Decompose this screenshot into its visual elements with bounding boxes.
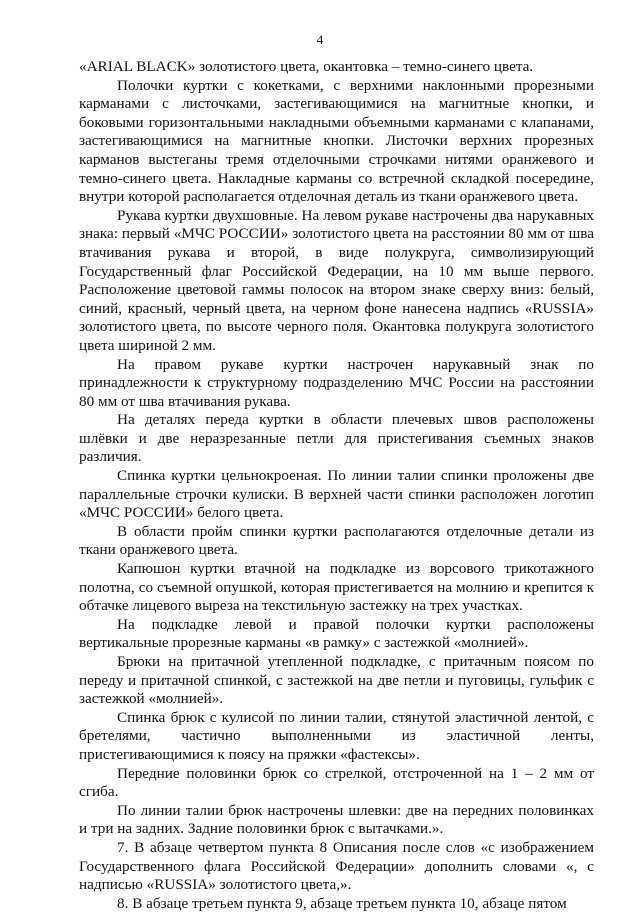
paragraph: «ARIAL BLACK» золотистого цвета, окантовка – темно-синего цвета. xyxy=(79,58,534,75)
paragraph: Спинка брюк с кулисой по линии талии, стянутой эластичной лентой, с бретелями, частично выполненными из эластичной ленты, пристегивающимися к поясу на пряжки «фастексы». xyxy=(79,708,594,763)
paragraph: В области пройм спинки куртки располагаются отделочные детали из ткани оранжевого цвета. xyxy=(79,522,594,559)
paragraph: На правом рукаве куртки настрочен нарукавный знак по принадлежности к структурному подразделению МЧС России на расстоянии 80 мм от шва втачивания рукава. xyxy=(79,355,594,410)
paragraph: Передние половинки брюк со стрелкой, отстроченной на 1 – 2 мм от сгиба. xyxy=(79,764,594,801)
paragraph: Рукава куртки двухшовные. На левом рукаве настрочены два нарукавных знака: первый «МЧС РОССИИ» золотистого цвета на расстоянии 80 мм от шва втачивания рукава и второй, в виде полукруга, символизирующий Государственный флаг Российской Федерации, на 10 мм выше первого. Расположение цветовой гаммы полосок на втором знаке сверху вниз: белый, синий, красный, черный цвета, на черном фоне нанесена надпись «RUSSIA» золотистого цвета, по высоте черного поля. Окантовка полукруга золотистого цвета шириной 2 мм. xyxy=(79,206,594,354)
paragraph: На деталях переда куртки в области плечевых швов расположены шлёвки и две неразрезанные петли для пристегивания съемных знаков различия. xyxy=(79,411,594,466)
paragraph: По линии талии брюк настрочены шлевки: две на передних половинках и три на задних. Задние половинки брюк с вытачками.». xyxy=(79,801,594,838)
document-body xyxy=(79,58,594,913)
paragraph: Полочки куртки с кокетками, с верхними наклонными прорезными карманами с листочками, застегивающимися на магнитные кнопки, и боковыми горизонтальными накладными объемными карманами с клапанами, застегивающимися на магнитные кнопки. Листочки верхних прорезных карманов выстеганы тремя отделочными строчками нитями оранжевого и темно-синего цвета. Накладные карманы со встречной складкой посередине, внутри которой располагается отделочная деталь из ткани оранжевого цвета. xyxy=(79,76,594,206)
paragraph: 7. В абзаце четвертом пункта 8 Описания после слов «с изображением Государственного флага Российской Федерации» дополнить словами «, с надписью «RUSSIA» золотистого цвета,». xyxy=(79,838,594,894)
paragraph: Брюки на притачной утепленной подкладке, с притачным поясом по переду и притачной спинкой, с застежкой на две петли и пуговицы, гульфик с застежкой «молнией». xyxy=(79,653,594,708)
paragraph: Капюшон куртки втачной на подкладке из ворсового трикотажного полотна, со съемной опушкой, которая пристегивается на молнию и крепится к обтачке лицевого выреза на текстильную застежку на трех участках. xyxy=(79,560,594,615)
paragraph: 8. В абзаце третьем пункта 9, абзаце третьем пункта 10, абзаце пятом xyxy=(117,894,567,912)
paragraph: На подкладке левой и правой полочки куртки расположены вертикальные прорезные карманы «в рамку» с застежкой «молнией». xyxy=(79,615,594,652)
paragraph: Спинка куртки цельнокроеная. По линии талии спинки проложены две параллельные строчки кулиски. В верхней части спинки расположен логотип «МЧС РОССИИ» белого цвета. xyxy=(79,467,594,522)
page-number: 4 xyxy=(316,32,324,47)
